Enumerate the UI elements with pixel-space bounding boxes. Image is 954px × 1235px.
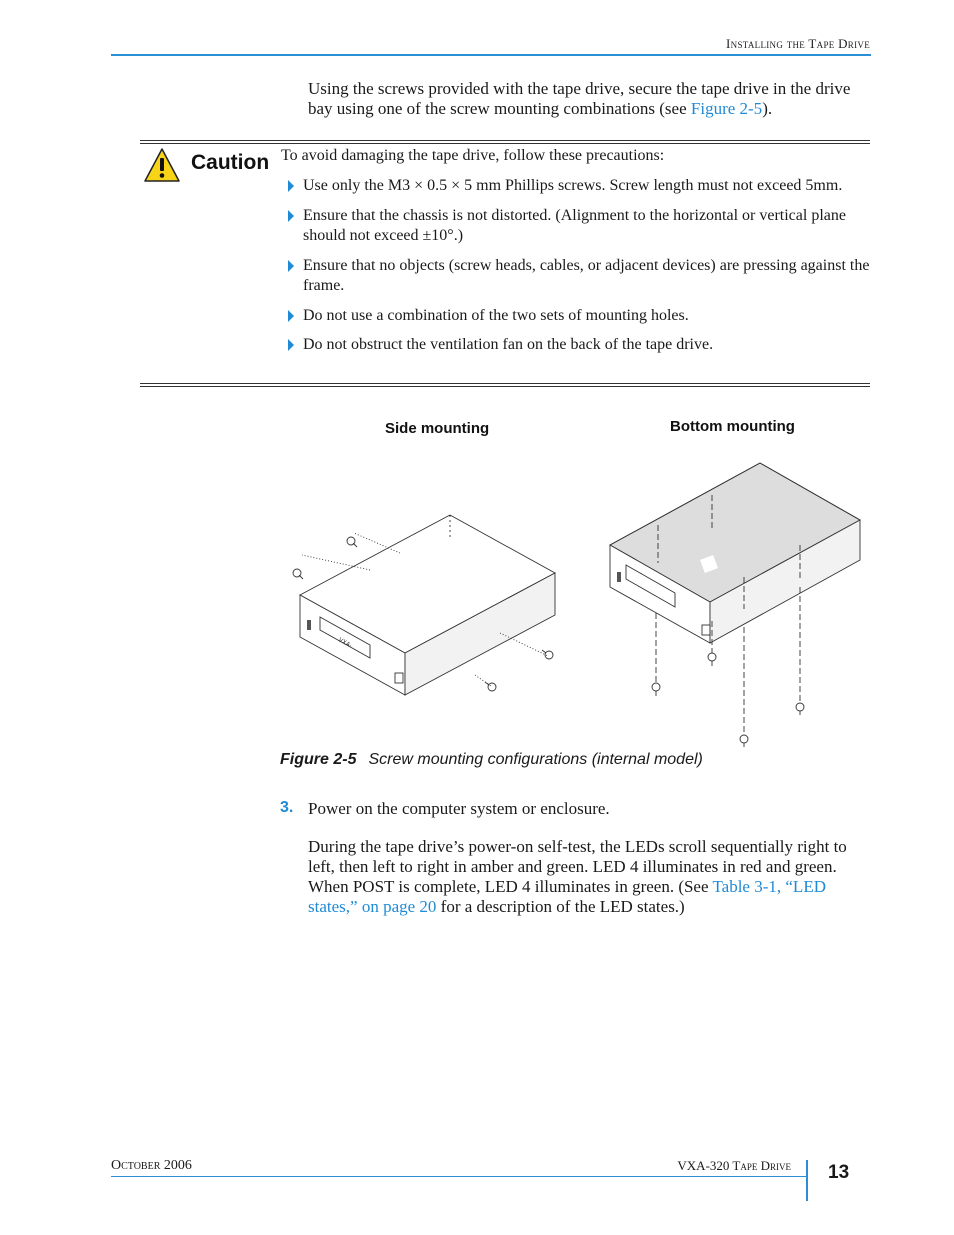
- figure-caption: [280, 751, 703, 769]
- page-number: 13: [828, 1162, 850, 1183]
- caution-top-rule: [140, 140, 870, 144]
- intro-text-end: ).: [762, 99, 773, 118]
- bullet-arrow-icon: [288, 210, 294, 222]
- screw-icon: [708, 653, 716, 666]
- intro-text: Using the screws provided with the tape drive, secure the tape drive in the drive bay using one of the screw mounting combinations (see: [308, 79, 851, 118]
- caution-item: Do not use a combination of the two sets of mounting holes.: [286, 306, 870, 327]
- side-mount-drive: [293, 515, 555, 695]
- footer-title: VXA-320 Tape Drive: [677, 1158, 791, 1173]
- table-link[interactable]: Table 3-1, “LED states,” on page 20: [308, 877, 826, 916]
- side-mounting-label: Side mounting: [385, 420, 490, 437]
- post-text-end: for a description of the LED states.): [436, 897, 685, 916]
- screw-icon: [796, 703, 804, 715]
- figure-number: Figure 2-5: [280, 751, 357, 768]
- figure-link[interactable]: Figure 2-5: [690, 99, 763, 118]
- drive-logo: VXA-: [337, 636, 354, 650]
- warning-icon: [143, 147, 181, 183]
- caution-list: [286, 176, 870, 365]
- caution-intro: To avoid damaging the tape drive, follow these precautions:: [281, 147, 665, 164]
- footer-rule: [111, 1176, 808, 1177]
- caution-label: Caution: [191, 151, 270, 174]
- step-text: Power on the computer system or enclosure.: [308, 799, 610, 818]
- header-rule: [111, 54, 871, 56]
- screw-icon: [740, 735, 748, 747]
- caution-item: Do not obstruct the ventilation fan on the back of the tape drive.: [286, 335, 870, 356]
- screw-icon: [347, 537, 357, 547]
- step-number: 3.: [280, 799, 294, 816]
- bullet-arrow-icon: [288, 260, 294, 272]
- screw-icon: [542, 650, 553, 659]
- caution-item: Ensure that the chassis is not distorted. (Alignment to the horizontal or vertical plane should not exceed ±10°.): [286, 206, 870, 247]
- post-paragraph: [308, 837, 870, 917]
- bullet-arrow-icon: [288, 310, 294, 322]
- bullet-arrow-icon: [288, 339, 294, 351]
- intro-paragraph: [308, 79, 870, 119]
- footer-date: October 2006: [111, 1158, 192, 1173]
- screw-icon: [293, 569, 303, 579]
- caution-item: Ensure that no objects (screw heads, cables, or adjacent devices) are pressing against the frame.: [286, 256, 870, 297]
- bullet-arrow-icon: [288, 180, 294, 192]
- mounting-illustration: [270, 445, 890, 750]
- post-text: During the tape drive’s power-on self-test, the LEDs scroll sequentially right to left, then left to right in amber and green. LED 4 illuminates in red and green. When POST is complete, LED 4 illuminates in green. (See: [308, 837, 847, 896]
- caution-bottom-rule: [140, 383, 870, 387]
- screw-icon: [652, 683, 660, 696]
- running-header: Installing the Tape Drive: [726, 36, 870, 51]
- figure-caption-text: Screw mounting configurations (internal model): [368, 751, 703, 768]
- caution-item: Use only the M3 × 0.5 × 5 mm Phillips screws. Screw length must not exceed 5mm.: [286, 176, 870, 197]
- bottom-mount-drive: [610, 463, 860, 747]
- screw-icon: [485, 682, 496, 691]
- bottom-mounting-label: Bottom mounting: [670, 418, 795, 435]
- page-number-bar: [806, 1160, 808, 1201]
